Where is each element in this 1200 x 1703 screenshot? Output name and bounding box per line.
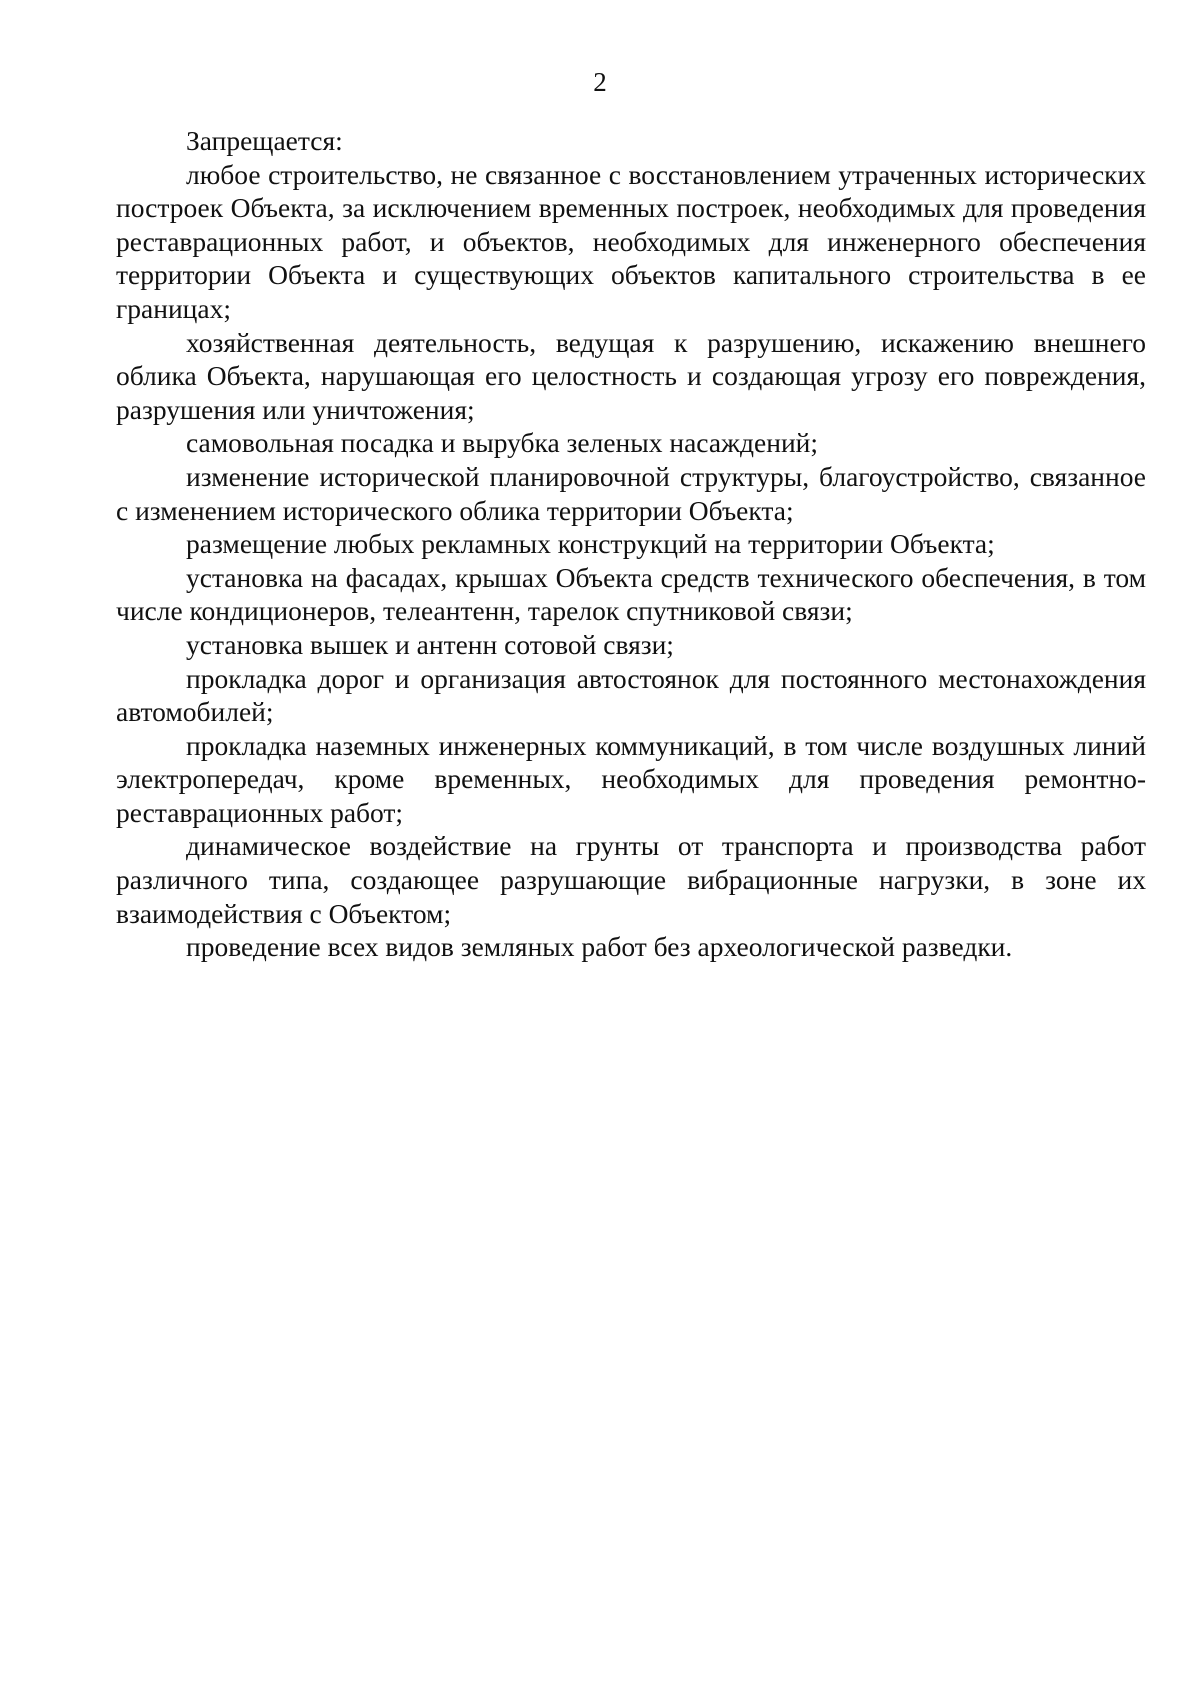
paragraph: установка на фасадах, крышах Объекта средств технического обеспечения, в том числе кондиционеров, телеантенн, тарелок спутниковой связи;: [116, 561, 1146, 627]
paragraph: прокладка дорог и организация автостоянок для постоянного местонахождения автомобилей;: [116, 662, 1146, 728]
paragraph: любое строительство, не связанное с восстановлением утраченных исторических построек Объекта, за исключением временных построек, необходимых для проведения реставрационных работ, и объектов, необходимых для инженерного обеспечения территории Объекта и существующих объектов капитального строительства в ее границах;: [116, 158, 1146, 324]
paragraph: прокладка наземных инженерных коммуникаций, в том числе воздушных линий электропередач, кроме временных, необходимых для проведения ремонтно-реставрационных работ;: [116, 729, 1146, 828]
page-number: 2: [593, 67, 607, 97]
paragraph: проведение всех видов земляных работ без археологической разведки.: [186, 931, 1013, 963]
intro-heading: Запрещается:: [186, 125, 343, 156]
paragraph: хозяйственная деятельность, ведущая к разрушению, искажению внешнего облика Объекта, нарушающая его целостность и создающая угрозу его повреждения, разрушения или уничтожения;: [116, 326, 1146, 425]
paragraph: размещение любых рекламных конструкций на территории Объекта;: [186, 528, 995, 560]
document-body: [116, 124, 1146, 964]
paragraph: самовольная посадка и вырубка зеленых насаждений;: [186, 427, 819, 459]
paragraph: динамическое воздействие на грунты от транспорта и производства работ различного типа, создающее разрушающие вибрационные нагрузки, в зоне их взаимодействия с Объектом;: [116, 830, 1146, 929]
paragraph: изменение исторической планировочной структуры, благоустройство, связанное с изменением исторического облика территории Объекта;: [116, 460, 1146, 526]
paragraph: установка вышек и антенн сотовой связи;: [186, 628, 674, 660]
